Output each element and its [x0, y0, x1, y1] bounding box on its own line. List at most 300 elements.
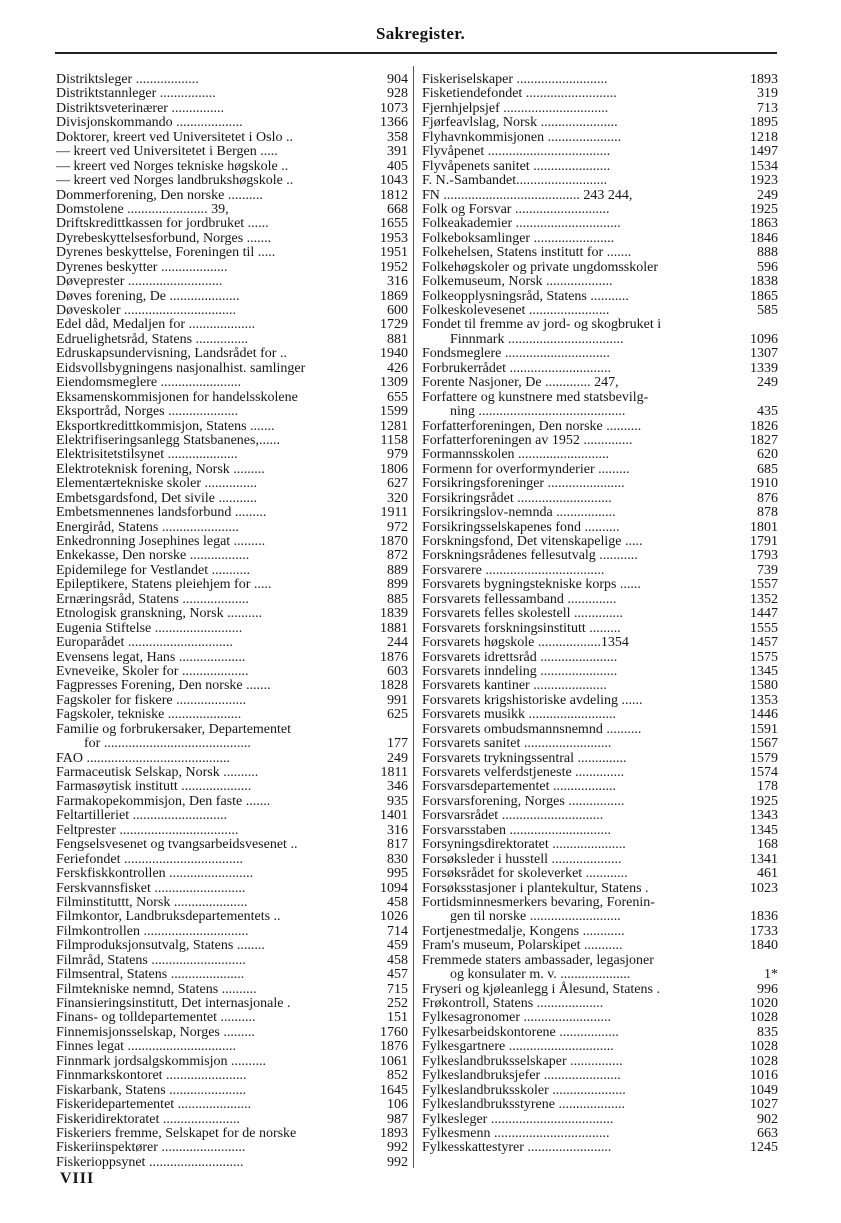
entry-page: 151 [387, 1010, 408, 1026]
entry-text: Fylkesarbeidskontorene ................. [422, 1024, 619, 1040]
entry-text: Finnemisjonsselskap, Norges ......... [56, 1024, 255, 1040]
entry-page: 1567 [750, 736, 778, 752]
entry-page: 1893 [380, 1125, 408, 1141]
index-entry [56, 246, 408, 260]
index-entry [422, 593, 778, 607]
entry-text: Formannsskolen .......................... [422, 447, 610, 463]
entry-text: FN ....................................... 243 244, [422, 187, 633, 203]
index-entry [422, 824, 778, 838]
entry-text: Eidsvollsbygningens nasjonalhist. samlinger [56, 360, 306, 376]
index-entry [422, 1113, 778, 1127]
entry-page: 1828 [380, 678, 408, 694]
entry-page: 1911 [380, 505, 408, 521]
entry-text: Fylkesgartnere .............................. [422, 1039, 614, 1055]
entry-text: Forsikringsselskapenes fond .......... [422, 519, 620, 535]
index-entry [56, 174, 408, 188]
entry-text: Filmkontor, Landbruksdepartementets .. [56, 909, 281, 925]
entry-page: 603 [387, 663, 408, 679]
entry-text: Forfatterforeningen, Den norske .......... [422, 418, 642, 434]
entry-page: 426 [387, 360, 408, 376]
index-entry [422, 1040, 778, 1054]
entry-page: 1574 [750, 765, 778, 780]
entry-text: Filminstituttt, Norsk ..................... [56, 894, 248, 910]
entry-page: 876 [757, 490, 778, 506]
entry-text: Enkedronning Josephines legat ......... [56, 534, 266, 549]
index-entry [56, 578, 408, 592]
entry-text: Fiskerioppsynet ........................... [56, 1154, 244, 1170]
index-entry [56, 1069, 408, 1083]
entry-page: 1876 [380, 1039, 408, 1055]
entry-text: Forsvarets høgskole ..................1354 [422, 635, 629, 651]
entry-text: Eksportråd, Norges .................... [56, 404, 239, 420]
entry-page: 830 [387, 851, 408, 867]
entry-text: Forsvarets velferdstjeneste .............. [422, 765, 625, 780]
entry-text: Folk og Forsvar ........................... [422, 201, 610, 217]
entry-page: 852 [387, 1068, 408, 1084]
entry-page: 1446 [750, 707, 778, 723]
entry-text: Døves forening, De .................... [56, 288, 240, 304]
index-entry [422, 290, 778, 304]
entry-page: 1836 [750, 909, 778, 925]
index-entry [422, 102, 778, 116]
entry-text: Fiskeriselskaper .......................... [422, 72, 608, 87]
entry-page: 881 [387, 331, 408, 347]
entry-page: 1951 [380, 245, 408, 261]
entry-page: 1028 [750, 1053, 778, 1069]
entry-text: Fortjenestmedalje, Kongens ............ [422, 923, 625, 939]
entry-text: Forsvarets fellessamband .............. [422, 591, 617, 607]
entry-text: — kreert ved Norges landbrukshøgskole .. [56, 173, 294, 189]
entry-text: Fram's museum, Polarskipet ........... [422, 938, 623, 954]
entry-text: Farmaceutisk Selskap, Norsk .......... [56, 765, 259, 780]
page-number: VIII [60, 1170, 95, 1187]
entry-page: 899 [387, 577, 408, 593]
index-entry [422, 448, 778, 462]
index-entry [422, 708, 778, 722]
index-entry [56, 261, 408, 275]
entry-page: 1827 [750, 432, 778, 448]
index-entry [56, 896, 408, 910]
entry-page: 1655 [380, 216, 408, 232]
entry-text: Folkeakademier .............................. [422, 216, 621, 232]
index-entry [56, 925, 408, 939]
entry-text: og konsulater m. v. .................... [450, 967, 631, 983]
entry-text: Fondsmeglere .............................. [422, 346, 610, 362]
entry-text: Forsvarets krigshistoriske avdeling ...... [422, 692, 643, 708]
entry-text: Fjørfeavlslag, Norsk ...................... [422, 115, 618, 131]
index-entry [422, 636, 778, 650]
index-entry [422, 275, 778, 289]
entry-text: Forfatterforeningen av 1952 .............. [422, 432, 633, 448]
entry-text: Ernæringsråd, Statens ................... [56, 591, 249, 607]
entry-page: 435 [757, 404, 778, 420]
entry-page: 458 [387, 952, 408, 968]
index-entry [422, 910, 778, 924]
entry-page: 1893 [750, 72, 778, 87]
entry-text: Forsvarets forskningsinstitutt ......... [422, 620, 621, 636]
index-entry [422, 1011, 778, 1025]
entry-page: 1* [764, 967, 778, 983]
entry-text: Fortidsminnesmerkers bevaring, Forenin- [422, 894, 655, 910]
entry-text: Elektroteknisk forening, Norsk ......... [56, 461, 265, 477]
entry-page: 457 [387, 967, 408, 983]
entry-text: Feriefondet .................................. [56, 851, 244, 867]
entry-page: 249 [387, 750, 408, 766]
index-entry [422, 261, 778, 275]
entry-page: 625 [387, 707, 408, 723]
entry-text: Energiråd, Statens ...................... [56, 519, 239, 535]
index-entry [422, 622, 778, 636]
index-entry [56, 145, 408, 159]
entry-page: 1826 [750, 418, 778, 434]
index-entry [56, 752, 408, 766]
entry-page: 991 [387, 692, 408, 708]
entry-page: 1401 [380, 808, 408, 824]
index-entry [422, 1026, 778, 1040]
entry-text: Forskningsrådenes fellesutvalg ........... [422, 548, 638, 564]
entry-page: 585 [757, 303, 778, 318]
entry-page: 1760 [380, 1024, 408, 1040]
index-entry [422, 983, 778, 997]
entry-page: 596 [757, 259, 778, 275]
index-entry [56, 275, 408, 289]
page-title: Sakregister. [375, 24, 466, 43]
index-entry [422, 896, 778, 910]
index-entry [422, 578, 778, 592]
entry-page: 1073 [380, 100, 408, 116]
entry-page: 1309 [380, 375, 408, 391]
entry-text: Embetsgardsfond, Det sivile ........... [56, 490, 258, 506]
entry-page: 987 [387, 1111, 408, 1127]
index-entry [56, 809, 408, 823]
entry-text: Farmasøytisk institutt .................... [56, 779, 252, 795]
entry-text: — kreert ved Norges tekniske høgskole .. [56, 158, 289, 174]
index-entry [56, 910, 408, 924]
entry-text: Fylkesagronomer ......................... [422, 1010, 611, 1026]
entry-page: 1952 [380, 259, 408, 275]
index-entry [422, 925, 778, 939]
entry-page: 655 [387, 389, 408, 405]
entry-page: 739 [757, 562, 778, 578]
index-entry [422, 809, 778, 823]
entry-text: Eugenia Stiftelse ......................... [56, 620, 243, 636]
index-entry [422, 607, 778, 621]
index-entry [422, 535, 778, 549]
entry-text: Flyvåpenets sanitet ...................... [422, 158, 611, 174]
index-entry [422, 1098, 778, 1112]
entry-text: Forsyningsdirektoratet ..................... [422, 837, 626, 853]
entry-page: 996 [757, 981, 778, 997]
entry-text: Døveskoler ................................ [56, 303, 237, 318]
entry-text: Distriktsleger .................. [56, 72, 199, 87]
entry-page: 620 [757, 447, 778, 463]
index-entry [422, 1127, 778, 1141]
entry-page: 244 [387, 635, 408, 651]
index-entry [56, 795, 408, 809]
entry-text: Divisjonskommando ................... [56, 115, 243, 131]
entry-page: 1923 [750, 173, 778, 189]
entry-text: gen til norske .......................... [450, 909, 621, 925]
index-entry [422, 232, 778, 246]
index-entry [422, 160, 778, 174]
index-entry [56, 564, 408, 578]
index-entry [56, 492, 408, 506]
entry-text: Evneveike, Skoler for ................... [56, 663, 249, 679]
entry-page: 178 [757, 779, 778, 795]
index-entry [422, 723, 778, 737]
index-entry [56, 304, 408, 318]
index-entry [422, 795, 778, 809]
entry-text: Forsvarets bygningstekniske korps ...... [422, 577, 641, 593]
index-column-left [56, 73, 408, 1170]
index-entry [56, 116, 408, 130]
entry-page: 992 [387, 1140, 408, 1156]
entry-page: 1733 [750, 923, 778, 939]
entry-text: Feltartilleriet ........................... [56, 808, 228, 824]
entry-text: Etnologisk granskning, Norsk .......... [56, 606, 263, 622]
entry-page: 1026 [380, 909, 408, 925]
entry-text: Ferskfiskkontrollen ........................ [56, 866, 254, 882]
index-entry [422, 838, 778, 852]
index-entry [422, 391, 778, 405]
index-entry [56, 535, 408, 549]
index-entry [422, 752, 778, 766]
index-entry [56, 477, 408, 491]
entry-text: Forsvarere .................................. [422, 562, 605, 578]
index-entry [422, 997, 778, 1011]
entry-text: Distriktsveterinærer ............... [56, 100, 224, 116]
index-entry [422, 853, 778, 867]
entry-text: Fisketiendefondet .......................... [422, 86, 617, 102]
entry-page: 319 [757, 86, 778, 102]
entry-page: 320 [387, 490, 408, 506]
entry-page: 685 [757, 461, 778, 477]
entry-text: Feltprester .................................. [56, 822, 239, 838]
entry-page: 316 [387, 274, 408, 290]
entry-page: 1910 [750, 476, 778, 492]
entry-page: 1345 [750, 822, 778, 838]
entry-page: 1591 [750, 721, 778, 737]
index-entry [56, 376, 408, 390]
index-entry [56, 708, 408, 722]
entry-text: Fjernhjelpsjef .............................. [422, 100, 609, 116]
entry-text: Filmråd, Statens ........................... [56, 952, 246, 968]
entry-page: 992 [387, 1154, 408, 1170]
index-entry [56, 434, 408, 448]
entry-text: Elektrisitetstilsynet .................... [56, 447, 238, 463]
index-entry [56, 838, 408, 852]
entry-page: 715 [387, 981, 408, 997]
entry-page: 1497 [750, 144, 778, 160]
entry-page: 889 [387, 562, 408, 578]
entry-text: Edel dåd, Medaljen for ................... [56, 317, 256, 333]
index-entry [422, 116, 778, 130]
entry-text: Fremmede staters ambassader, legasjoner [422, 952, 654, 968]
index-entry [56, 665, 408, 679]
entry-text: Døveprester ........................... [56, 274, 223, 290]
entry-page: 358 [387, 129, 408, 145]
entry-text: Distriktstannleger ................ [56, 86, 216, 102]
entry-page: 995 [387, 866, 408, 882]
index-entry [422, 737, 778, 751]
entry-text: Eiendomsmeglere ....................... [56, 375, 242, 391]
entry-text: Forsikringsforeninger ...................... [422, 476, 625, 492]
entry-text: Folkeskolevesenet ....................... [422, 303, 610, 318]
index-entry [56, 593, 408, 607]
entry-text: Forsvarets musikk ......................... [422, 707, 617, 723]
entry-page: 1575 [750, 649, 778, 665]
index-entry [422, 318, 778, 332]
entry-page: 1729 [380, 317, 408, 333]
index-entry [56, 1026, 408, 1040]
index-entry [422, 1084, 778, 1098]
entry-page: 935 [387, 793, 408, 809]
entry-page: 1870 [380, 534, 408, 549]
entry-text: Forsvarets trykningssentral .............. [422, 750, 627, 766]
entry-page: 1863 [750, 216, 778, 232]
entry-page: 1094 [380, 880, 408, 896]
entry-text: Forsvarets kantiner ..................... [422, 678, 607, 694]
entry-page: 627 [387, 476, 408, 492]
index-entry [422, 434, 778, 448]
entry-text: Dyrebeskyttelsesforbund, Norges ....... [56, 230, 272, 246]
entry-text: Fondet til fremme av jord- og skogbruket i [422, 317, 662, 333]
entry-text: Fagpresses Forening, Den norske ....... [56, 678, 271, 694]
index-entry [422, 651, 778, 665]
entry-page: 600 [387, 303, 408, 318]
entry-page: 1599 [380, 404, 408, 420]
entry-page: 1218 [750, 129, 778, 145]
index-entry [422, 549, 778, 563]
index-entry [422, 333, 778, 347]
index-entry [422, 968, 778, 982]
entry-page: 1895 [750, 115, 778, 131]
entry-page: 1028 [750, 1039, 778, 1055]
index-entry [56, 968, 408, 982]
entry-text: — kreert ved Universitetet i Bergen ..... [56, 144, 278, 160]
entry-page: 1812 [380, 187, 408, 203]
entry-text: Fiskeriinspektører ........................ [56, 1140, 246, 1156]
entry-text: Filmkontrollen .............................. [56, 923, 249, 939]
entry-page: 459 [387, 938, 408, 954]
entry-text: Frøkontroll, Statens ................... [422, 996, 604, 1011]
entry-text: Familie og forbrukersaker, Departementet [56, 721, 292, 737]
index-entry [56, 1098, 408, 1112]
index-entry [56, 549, 408, 563]
entry-text: Finnes legat ............................... [56, 1039, 237, 1055]
entry-page: 461 [757, 866, 778, 882]
entry-page: 714 [387, 923, 408, 939]
header-rule [55, 52, 777, 54]
entry-page: 1865 [750, 288, 778, 304]
index-entry [422, 521, 778, 535]
entry-text: Fylkeslandbruksselskaper ............... [422, 1053, 623, 1069]
entry-page: 713 [757, 100, 778, 116]
entry-text: Epidemilege for Vestlandet ........... [56, 562, 251, 578]
entry-page: 1016 [750, 1068, 778, 1084]
index-entry [56, 1127, 408, 1141]
entry-page: 1353 [750, 692, 778, 708]
index-entry [422, 463, 778, 477]
index-entry [56, 347, 408, 361]
entry-page: 1158 [380, 432, 408, 448]
entry-page: 1838 [750, 274, 778, 290]
entry-page: 1806 [380, 461, 408, 477]
index-entry [56, 1040, 408, 1054]
index-entry [56, 766, 408, 780]
index-entry [422, 954, 778, 968]
entry-text: Formenn for overformynderier ......... [422, 461, 630, 477]
entry-text: Folkehelsen, Statens institutt for ....... [422, 245, 632, 261]
entry-page: 872 [387, 548, 408, 564]
entry-page: 1352 [750, 591, 778, 607]
entry-page: 663 [757, 1125, 778, 1141]
entry-text: Fagskoler, tekniske ..................... [56, 707, 242, 723]
index-entry [56, 217, 408, 231]
entry-text: Fengselsvesenet og tvangsarbeidsvesenet .. [56, 837, 298, 853]
entry-text: Forsvarsstaben ............................. [422, 822, 611, 838]
entry-page: 1953 [380, 230, 408, 246]
entry-text: Finnmark ................................. [450, 331, 624, 347]
index-entry [56, 679, 408, 693]
entry-text: Folkemuseum, Norsk ................... [422, 274, 613, 290]
entry-page: 249 [757, 187, 778, 203]
entry-page: 878 [757, 505, 778, 521]
entry-text: Flyvåpenet ................................... [422, 144, 611, 160]
index-entry [422, 780, 778, 794]
index-entry [422, 304, 778, 318]
index-entry [56, 160, 408, 174]
entry-text: Elementærtekniske skoler ............... [56, 476, 258, 492]
entry-text: Farmakopekommisjon, Den faste ....... [56, 793, 271, 809]
entry-page: 252 [387, 996, 408, 1011]
entry-text: Fiskeridirektoratet ...................... [56, 1111, 240, 1127]
entry-page: 1925 [750, 201, 778, 217]
entry-text: Forsvarets inndeling ...................... [422, 663, 618, 679]
entry-page: 1096 [750, 331, 778, 347]
index-entry [422, 73, 778, 87]
entry-page: 1791 [750, 534, 778, 549]
index-entry [56, 521, 408, 535]
entry-text: Fryseri og kjøleanlegg i Ålesund, Statens . [422, 981, 660, 997]
index-entry [56, 622, 408, 636]
entry-page: 1579 [750, 750, 778, 766]
entry-text: Filmsentral, Statens ..................... [56, 967, 245, 983]
index-entry [56, 1156, 408, 1170]
index-entry [56, 607, 408, 621]
entry-text: Forfattere og kunstnere med statsbevilg- [422, 389, 649, 405]
entry-page: 1846 [750, 230, 778, 246]
entry-text: Finansieringsinstitutt, Det internasjonale . [56, 996, 291, 1011]
entry-page: 1940 [380, 346, 408, 362]
entry-text: Forsvarets idrettsråd ...................... [422, 649, 618, 665]
index-entry [56, 232, 408, 246]
entry-page: 177 [387, 736, 408, 752]
index-entry [422, 694, 778, 708]
index-entry [56, 983, 408, 997]
index-entry [422, 174, 778, 188]
entry-text: Finans- og tolldepartementet .......... [56, 1010, 256, 1026]
index-entry [422, 347, 778, 361]
entry-text: Ferskvannsfisket .......................... [56, 880, 246, 896]
entry-page: 1645 [380, 1082, 408, 1098]
entry-page: 1839 [380, 606, 408, 622]
index-entry [422, 405, 778, 419]
entry-page: 817 [387, 837, 408, 853]
entry-page: 904 [387, 72, 408, 87]
index-entry [422, 145, 778, 159]
entry-text: Dyrenes beskyttelse, Foreningen til ..... [56, 245, 276, 261]
